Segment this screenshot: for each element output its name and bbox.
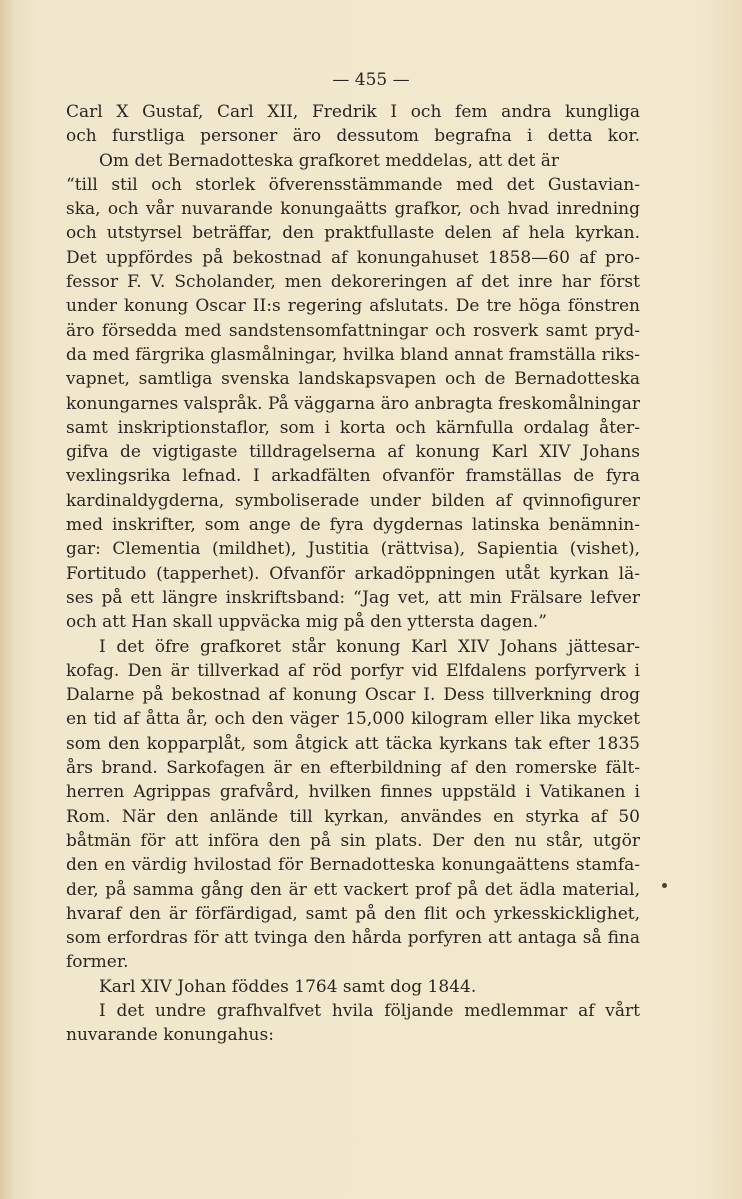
text-line: “till stil och storlek öfverensstämmande med det Gustavian-: [66, 174, 640, 195]
text-line: kardinaldygderna, symboliserade under bilden af qvinnofigurer: [66, 490, 640, 511]
text-line: som den kopparplåt, som åtgick att täcka kyrkans tak efter 1835: [66, 733, 640, 754]
text-line: båtmän för att införa den på sin plats. Der den nu står, utgör: [66, 830, 640, 851]
text-line: fessor F. V. Scholander, men dekoreringen af det inre har först: [66, 272, 640, 293]
text-line: Det uppfördes på bekostnad af konungahuset 1858—60 af pro-: [66, 247, 640, 268]
text-line: gar: Clementia (mildhet), Justitia (rättvisa), Sapientia (vishet),: [66, 539, 640, 560]
body-text: [66, 100, 640, 1048]
text-line: vexlingsrika lefnad. I arkadfälten ofvanför framställas de fyra: [66, 466, 640, 487]
text-line: konungarnes valspråk. På väggarna äro anbragta freskomålningar: [66, 393, 640, 414]
text-line: äro försedda med sandstensomfattningar och rosverk samt pryd-: [66, 320, 640, 341]
text-line: vapnet, samtliga svenska landskapsvapen och de Bernadotteska: [66, 369, 640, 390]
text-line: Fortitudo (tapperhet). Ofvanför arkadöppningen utåt kyrkan lä-: [66, 563, 640, 584]
text-line: I det öfre grafkoret står konung Karl XIV Johans jättesar-: [99, 636, 640, 657]
text-line: gifva de vigtigaste tilldragelserna af konung Karl XIV Johans: [66, 442, 640, 463]
text-line: den en värdig hvilostad för Bernadotteska konungaättens stamfa-: [66, 855, 640, 876]
text-line: kofag. Den är tillverkad af röd porfyr vid Elfdalens porfyrverk i: [66, 660, 640, 681]
text-line: I det undre grafhvalfvet hvila följande medlemmar af vårt: [99, 1000, 640, 1021]
page-number: — 455 —: [332, 70, 410, 90]
text-line: herren Agrippas grafvård, hvilken finnes uppstäld i Vatikanen i: [66, 782, 640, 803]
text-line: ses på ett längre inskriftsband: “Jag vet, att min Frälsare lefver: [66, 587, 640, 608]
text-line: som erfordras för att tvinga den hårda porfyren att antaga så fina: [66, 928, 640, 949]
text-line: da med färgrika glasmålningar, hvilka bland annat framställa riks-: [66, 344, 640, 365]
text-line: Carl X Gustaf, Carl XII, Fredrik I och fem andra kungliga: [66, 102, 640, 122]
text-line: års brand. Sarkofagen är en efterbildning af den romerske fält-: [66, 758, 640, 779]
text-line: Om det Bernadotteska grafkoret meddelas, att det är: [99, 150, 559, 171]
text-line: under konung Oscar II:s regering afslutats. De tre höga fönstren: [66, 296, 640, 317]
text-line: och utstyrsel beträffar, den praktfullaste delen af hela kyrkan.: [66, 223, 640, 244]
text-line: samt inskriptionstaflor, som i korta och kärnfulla ordalag åter-: [66, 417, 640, 438]
text-line: former.: [66, 952, 129, 973]
text-line: nuvarande konungahus:: [66, 1025, 274, 1046]
text-line: och furstliga personer äro dessutom begrafna i detta kor.: [66, 126, 640, 147]
text-line: Dalarne på bekostnad af konung Oscar I. Dess tillverkning drog: [66, 685, 640, 706]
ink-speck: [662, 883, 667, 888]
text-line: Rom. När den anlände till kyrkan, användes en styrka af 50: [66, 806, 640, 827]
text-line: en tid af åtta år, och den väger 15,000 kilogram eller lika mycket: [66, 709, 640, 730]
text-line: ska, och vår nuvarande konungaätts grafkor, och hvad inredning: [66, 199, 640, 220]
text-line: der, på samma gång den är ett vackert prof på det ädla material,: [66, 879, 640, 900]
text-line: Karl XIV Johan föddes 1764 samt dog 1844.: [99, 976, 477, 997]
text-line: med inskrifter, som ange de fyra dygdernas latinska benämnin-: [66, 515, 640, 536]
text-line: hvaraf den är förfärdigad, samt på den flit och yrkesskicklighet,: [66, 903, 640, 924]
text-line: och att Han skall uppväcka mig på den yttersta dagen.”: [66, 612, 547, 633]
